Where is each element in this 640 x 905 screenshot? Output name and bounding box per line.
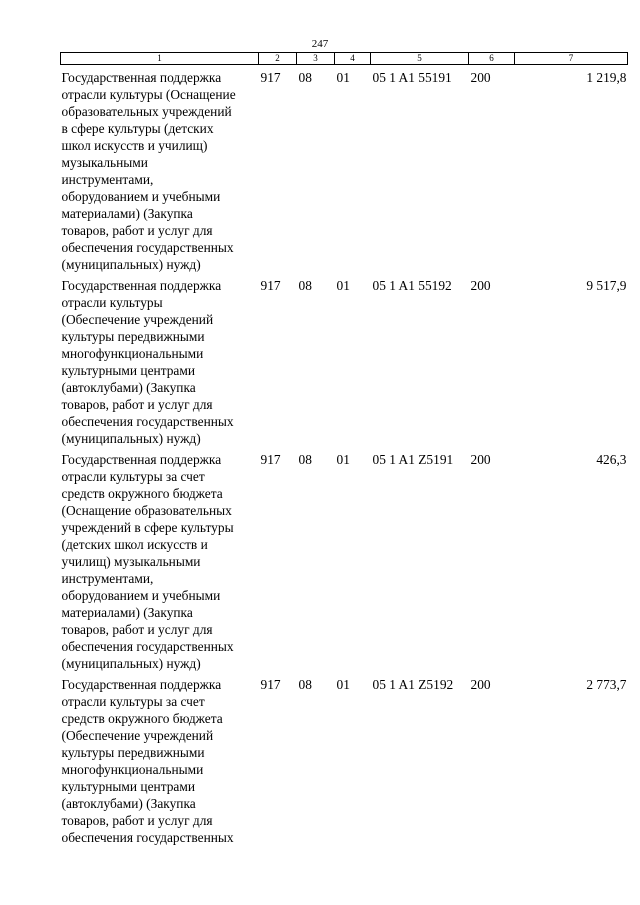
row-ministry-code: 917 [260,452,281,467]
row-amount: 9 517,9 [586,278,627,293]
row-name-line: (Обеспечение учреждений [61,312,214,327]
row-name-line: многофункциональными [61,346,204,361]
row-name-line: отрасли культуры (Оснащение [61,87,236,102]
row-section-code: 08 [298,677,312,692]
header-col-7: 7 [515,53,628,65]
header-col-6: 6 [469,53,515,65]
row-name-line: инструментами, [61,571,154,586]
row-name-line: обеспечения государственных [61,240,234,255]
row-name-line: инструментами, [61,172,154,187]
row-name-line: школ искусств и училищ) [61,138,208,153]
row-name-line: многофункциональными [61,762,204,777]
row-expense-type: 200 [470,70,491,85]
row-name-line: музыкальными [61,155,148,170]
row-name-line: отрасли культуры [61,295,163,310]
row-expense-type: 200 [470,677,491,692]
row-ministry-code: 917 [260,70,281,85]
header-col-5: 5 [371,53,469,65]
row-name-line: обеспечения государственных [61,830,234,845]
row-name [61,672,259,846]
row-name-line: товаров, работ и услуг для [61,622,213,637]
row-name-line: отрасли культуры за счет [61,694,205,709]
row-name-line: культуры передвижными [61,329,205,344]
row-name-line: учреждений в сфере культуры [61,520,234,535]
row-name-line: товаров, работ и услуг для [61,223,213,238]
row-section-code: 08 [298,70,312,85]
header-col-3: 3 [297,53,335,65]
row-name-line: культурными центрами [61,363,195,378]
row-name-line: Государственная поддержка [61,452,222,467]
table-row [61,447,628,672]
row-subsection-code: 01 [336,70,350,85]
row-expense-type: 200 [470,278,491,293]
row-expense-type: 200 [470,452,491,467]
row-name-line: материалами) (Закупка [61,206,193,221]
row-name-line: товаров, работ и услуг для [61,813,213,828]
row-name [61,447,259,672]
header-col-2: 2 [259,53,297,65]
row-name-line: образовательных учреждений [61,104,232,119]
row-name-line: оборудованием и учебными [61,588,221,603]
row-name-line: культурными центрами [61,779,195,794]
table-header-row [61,53,628,65]
row-name-line: средств окружного бюджета [61,486,223,501]
row-name-line: средств окружного бюджета [61,711,223,726]
budget-table [60,52,628,846]
header-col-4: 4 [335,53,371,65]
table-row [61,65,628,274]
row-name-line: культуры передвижными [61,745,205,760]
page-number: 247 [311,38,329,50]
row-name-line: (муниципальных) нужд) [61,257,201,272]
row-amount: 426,3 [596,452,627,467]
row-name-line: училищ) музыкальными [61,554,201,569]
row-name-line: товаров, работ и услуг для [61,397,213,412]
row-name-line: в сфере культуры (детских [61,121,214,136]
row-section-code: 08 [298,278,312,293]
row-name-line: (Обеспечение учреждений [61,728,214,743]
row-name-line: обеспечения государственных [61,639,234,654]
header-col-1: 1 [61,53,259,65]
row-target-article: 05 1 A1 55192 [372,278,452,293]
row-name-line: (муниципальных) нужд) [61,431,201,446]
table-row [61,672,628,846]
row-name-line: (муниципальных) нужд) [61,656,201,671]
row-name-line: материалами) (Закупка [61,605,193,620]
row-name-line: отрасли культуры за счет [61,469,205,484]
row-name-line: (Оснащение образовательных [61,503,232,518]
row-name [61,65,259,274]
row-name-line: (детских школ искусств и [61,537,208,552]
table-row [61,273,628,447]
row-target-article: 05 1 A1 55191 [372,70,452,85]
row-name-line: Государственная поддержка [61,677,222,692]
row-name [61,273,259,447]
row-amount: 2 773,7 [586,677,627,692]
row-target-article: 05 1 A1 Z5191 [372,452,454,467]
row-subsection-code: 01 [336,677,350,692]
row-amount: 1 219,8 [586,70,627,85]
row-ministry-code: 917 [260,278,281,293]
row-name-line: обеспечения государственных [61,414,234,429]
row-name-line: (автоклубами) (Закупка [61,380,196,395]
row-name-line: (автоклубами) (Закупка [61,796,196,811]
row-name-line: Государственная поддержка [61,278,222,293]
row-subsection-code: 01 [336,278,350,293]
row-section-code: 08 [298,452,312,467]
row-name-line: оборудованием и учебными [61,189,221,204]
row-subsection-code: 01 [336,452,350,467]
row-name-line: Государственная поддержка [61,70,222,85]
row-target-article: 05 1 A1 Z5192 [372,677,454,692]
row-ministry-code: 917 [260,677,281,692]
